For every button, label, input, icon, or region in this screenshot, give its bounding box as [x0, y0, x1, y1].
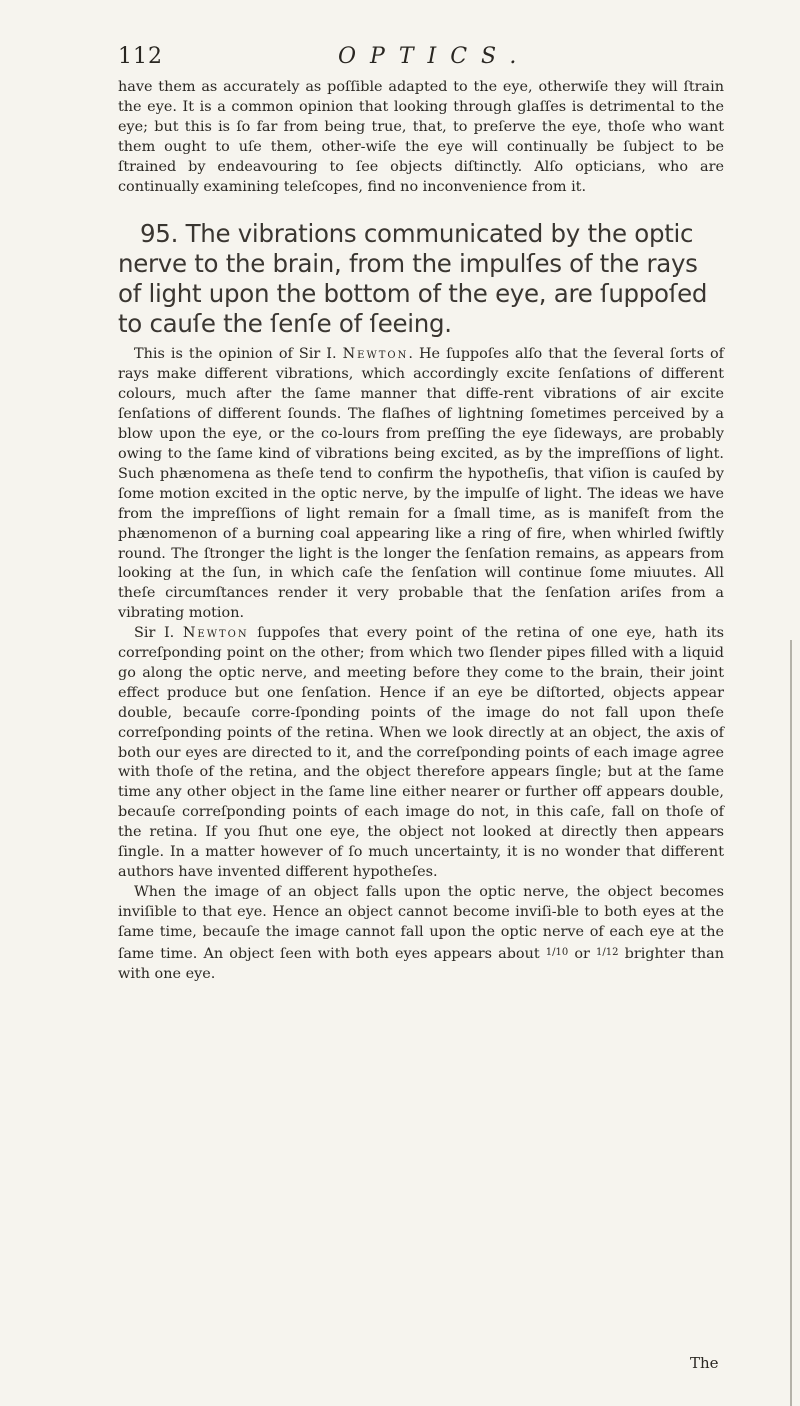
paragraph-text: . He ſuppoſes alſo that the ſeveral ſorts of rays make different vibrations, which accordingly excite ſenſations of different colours, much after the ſame manner that diffe-rent vibrations of air excite ſenſations of different ſounds. The flaſhes of lightning ſometimes perceived by a blow upon the eye, or the co-lours from preſſing the eye ſideways, are probably owing to the ſame kind of vibrations being excited, as by the impreſſions of light. Such phænomena as theſe tend to confirm the hypotheſis, that viſion is cauſed by ſome motion excited in the optic nerve, by the impulſe of light. The ideas we have from the impreſſions of light remain for a ſmall time, as is manifeſt from the phænomenon of a burning coal appearing like a ring of fire, when whirled ſwiftly round. The ſtronger the light is the longer the ſenſation remains, as appears from looking at the ſun, in which caſe the ſenſation will continue ſome miuutes. All theſe circumſtances render it very probable that the ſenſation ariſes from a vibrating motion. [118, 346, 724, 622]
section-heading [118, 219, 724, 339]
paragraph-text: When the image of an object falls upon the optic nerve, the object becomes inviſible to that eye. Hence an object cannot become inviſi-ble to both eyes at the ſame time, becauſe the image cannot fall upon the optic nerve of each eye at the ſame time. An object ſeen with both eyes appears about [118, 883, 724, 962]
running-head: OPTICS. [338, 44, 531, 69]
page-edge-line [790, 640, 792, 1406]
paragraph-text: This is the opinion of Sir I. [134, 346, 343, 363]
paragraph-text: or [568, 945, 597, 962]
paragraph-text: Sir I. [134, 625, 183, 642]
page-number: 112 [118, 44, 163, 69]
paragraph-text: ſuppoſes that every point of the retina of one eye, hath its correſponding point on the other; from which two ſlender pipes filled with a liquid go along the optic nerve, and meeting before they come to the brain, their joint effect produce but one ſenſation. Hence if an eye be diſtorted, objects appear double, becauſe corre-ſponding points of the image do not fall upon theſe correſponding points of the retina. When we look directly at an object, the axis of both our eyes are directed to it, and the correſponding points of each image agree with thoſe of the retina, and the object therefore appears ſingle; but at the ſame time any other object in the ſame line either nearer or further off appears double, becauſe correſponding points of each image do not, in this caſe, fall on thoſe of the retina. If you ſhut one eye, the object not looked at directly then appears ſingle. In a matter however of ſo much uncertainty, it is no wonder that different authors have invented different hypotheſes. [118, 625, 725, 880]
paragraph-newton-opinion [118, 345, 724, 624]
page-body [118, 78, 724, 984]
paragraph-optic-nerve [118, 883, 724, 985]
section-title: The vibrations communicated by the optic nerve to the brain, from the impulſes of the rays of light upon the bottom of the eye, are ſuppoſed to cauſe the ſenſe of ſeeing. [118, 219, 708, 339]
catchword: The [690, 1354, 719, 1372]
fraction-one-tenth: 1/10 [545, 946, 569, 958]
paragraph-continuation: have them as accurately as poſſible adapted to the eye, otherwiſe they will ſtrain the eye. It is a common opinion that looking through glaſſes is detrimental to the eye; but this is ſo far from being true, that, to preſerve the eye, thoſe who want them ought to uſe them, other-wiſe the eye will continually be ſubject to be ſtrained by endeavouring to ſee objects diſtinctly. Alſo opticians, who are continually examining teleſcopes, find no inconvenience from it. [118, 79, 724, 195]
fraction-one-twelfth: 1/12 [596, 946, 619, 958]
section-number: 95. [140, 219, 179, 249]
paragraph-corresponding-points [118, 624, 724, 883]
author-name: Newton [342, 346, 409, 363]
paragraph-text: brighter than with one eye. [118, 945, 724, 982]
author-name: Newton [182, 625, 249, 642]
page-header [118, 44, 718, 80]
